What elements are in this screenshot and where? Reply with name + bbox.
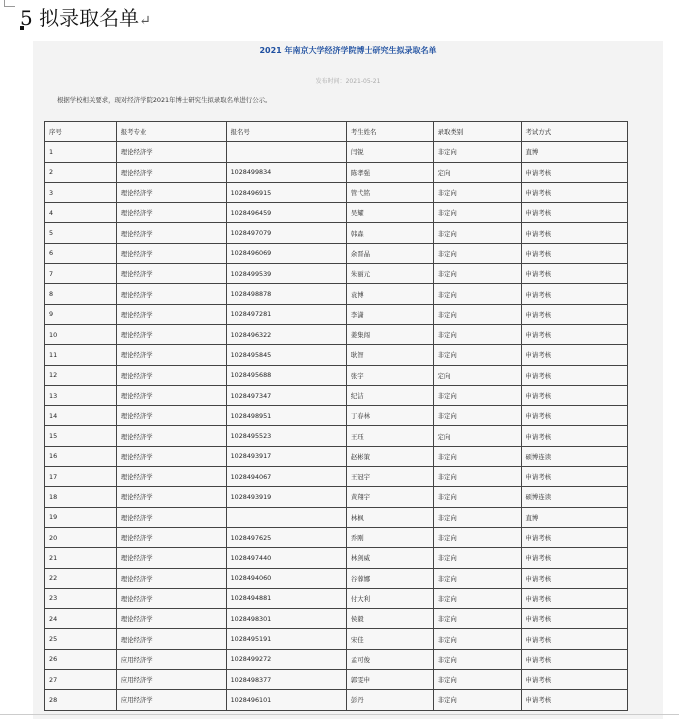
cell-candidate-name: 孟可俊	[346, 649, 433, 669]
cell-exam-method: 申请考核	[521, 568, 627, 588]
cell-major: 理论经济学	[116, 223, 226, 243]
paragraph-return-icon: ↵	[139, 13, 151, 29]
header-candidate-name: 考生姓名	[346, 122, 433, 142]
table-row	[45, 385, 628, 405]
cell-major: 理论经济学	[116, 426, 226, 446]
table-row	[45, 670, 628, 690]
cell-major: 理论经济学	[116, 243, 226, 263]
cell-major: 理论经济学	[116, 284, 226, 304]
cell-index: 15	[45, 426, 117, 446]
table-row	[45, 649, 628, 669]
table-row	[45, 345, 628, 365]
table-row	[45, 264, 628, 284]
cell-exam-method: 申请考核	[521, 203, 627, 223]
cell-major: 理论经济学	[116, 182, 226, 202]
cell-registration-no: 1028498878	[226, 284, 346, 304]
cell-index: 7	[45, 264, 117, 284]
cell-index: 11	[45, 345, 117, 365]
cell-candidate-name: 张宇	[346, 365, 433, 385]
cell-admission-type: 非定向	[433, 527, 521, 547]
cell-candidate-name: 乔刚	[346, 527, 433, 547]
cell-registration-no: 1028495191	[226, 629, 346, 649]
cell-admission-type: 非定向	[433, 385, 521, 405]
cell-registration-no: 1028494067	[226, 467, 346, 487]
header-index: 序号	[45, 122, 117, 142]
cell-major: 理论经济学	[116, 385, 226, 405]
cell-candidate-name: 黄翔宇	[346, 487, 433, 507]
header-exam-method: 考试方式	[521, 122, 627, 142]
cell-registration-no: 1028498301	[226, 609, 346, 629]
cell-major: 应用经济学	[116, 649, 226, 669]
table-row	[45, 548, 628, 568]
admission-table	[44, 121, 628, 711]
table-row	[45, 142, 628, 162]
cell-admission-type: 非定向	[433, 568, 521, 588]
cell-index: 24	[45, 609, 117, 629]
cell-index: 26	[45, 649, 117, 669]
cell-registration-no: 1028498377	[226, 670, 346, 690]
table-row	[45, 467, 628, 487]
cell-major: 理论经济学	[116, 264, 226, 284]
cell-candidate-name: 王珏	[346, 426, 433, 446]
table-row	[45, 426, 628, 446]
cell-index: 18	[45, 487, 117, 507]
cell-admission-type: 非定向	[433, 203, 521, 223]
cell-registration-no: 1028496069	[226, 243, 346, 263]
cell-admission-type: 非定向	[433, 629, 521, 649]
cell-index: 5	[45, 223, 117, 243]
table-row	[45, 690, 628, 710]
cell-major: 理论经济学	[116, 527, 226, 547]
cell-candidate-name: 彭丹	[346, 690, 433, 710]
table-row	[45, 243, 628, 263]
cell-registration-no: 1028494060	[226, 568, 346, 588]
cell-major: 理论经济学	[116, 365, 226, 385]
cell-admission-type: 非定向	[433, 609, 521, 629]
cell-registration-no: 1028493917	[226, 446, 346, 466]
cell-exam-method: 申请考核	[521, 223, 627, 243]
cell-index: 2	[45, 162, 117, 182]
cell-candidate-name: 丁春林	[346, 406, 433, 426]
cell-admission-type: 非定向	[433, 324, 521, 344]
cell-index: 16	[45, 446, 117, 466]
cell-registration-no: 1028493919	[226, 487, 346, 507]
cell-registration-no	[226, 142, 346, 162]
cell-candidate-name: 朱丽元	[346, 264, 433, 284]
cell-candidate-name: 付大利	[346, 588, 433, 608]
cell-admission-type: 非定向	[433, 507, 521, 527]
cell-index: 6	[45, 243, 117, 263]
cell-index: 8	[45, 284, 117, 304]
cell-admission-type: 非定向	[433, 284, 521, 304]
document-heading-text[interactable]: 5 拟录取名单	[20, 6, 140, 30]
cell-registration-no: 1028497440	[226, 548, 346, 568]
table-row	[45, 487, 628, 507]
table-row	[45, 162, 628, 182]
cell-admission-type: 非定向	[433, 487, 521, 507]
cell-exam-method: 申请考核	[521, 629, 627, 649]
cell-registration-no: 1028499834	[226, 162, 346, 182]
table-row	[45, 446, 628, 466]
table-row	[45, 406, 628, 426]
cell-index: 19	[45, 507, 117, 527]
cell-registration-no: 1028496459	[226, 203, 346, 223]
cell-exam-method: 申请考核	[521, 690, 627, 710]
publish-date: 发布时间：2021-05-21	[315, 78, 381, 85]
table-row	[45, 223, 628, 243]
cell-registration-no: 1028499539	[226, 264, 346, 284]
cell-index: 1	[45, 142, 117, 162]
cell-registration-no: 1028499272	[226, 649, 346, 669]
table-row	[45, 568, 628, 588]
cell-index: 17	[45, 467, 117, 487]
paragraph-corner-mark	[4, 0, 15, 7]
cell-registration-no: 1028495688	[226, 365, 346, 385]
cell-candidate-name: 谷蓉娜	[346, 568, 433, 588]
cell-exam-method: 申请考核	[521, 243, 627, 263]
cell-admission-type: 非定向	[433, 446, 521, 466]
cell-index: 12	[45, 365, 117, 385]
cell-registration-no: 1028497079	[226, 223, 346, 243]
cell-exam-method: 申请考核	[521, 527, 627, 547]
cell-candidate-name: 赵彬策	[346, 446, 433, 466]
cell-exam-method: 申请考核	[521, 467, 627, 487]
cell-candidate-name: 管弋铭	[346, 182, 433, 202]
cell-exam-method: 申请考核	[521, 670, 627, 690]
table-body	[45, 142, 628, 710]
page-bottom-rule	[0, 714, 679, 715]
cell-candidate-name: 纪洁	[346, 385, 433, 405]
cell-registration-no: 1028495845	[226, 345, 346, 365]
notice-title: 2021 年南京大学经济学院博士研究生拟录取名单	[259, 46, 437, 55]
cell-major: 理论经济学	[116, 203, 226, 223]
cell-admission-type: 非定向	[433, 182, 521, 202]
cell-major: 理论经济学	[116, 487, 226, 507]
cell-admission-type: 定向	[433, 426, 521, 446]
table-row	[45, 304, 628, 324]
cell-candidate-name: 林剑威	[346, 548, 433, 568]
cell-exam-method: 申请考核	[521, 406, 627, 426]
cell-exam-method: 申请考核	[521, 385, 627, 405]
cell-admission-type: 非定向	[433, 223, 521, 243]
cell-major: 理论经济学	[116, 507, 226, 527]
cell-candidate-name: 林枫	[346, 507, 433, 527]
header-major: 报考专业	[116, 122, 226, 142]
cell-admission-type: 非定向	[433, 142, 521, 162]
cell-exam-method: 直博	[521, 507, 627, 527]
cell-index: 21	[45, 548, 117, 568]
cell-candidate-name: 吴耀	[346, 203, 433, 223]
cell-candidate-name: 耿智	[346, 345, 433, 365]
cell-major: 理论经济学	[116, 609, 226, 629]
cell-admission-type: 非定向	[433, 690, 521, 710]
cell-exam-method: 申请考核	[521, 588, 627, 608]
cell-admission-type: 非定向	[433, 467, 521, 487]
cell-major: 理论经济学	[116, 406, 226, 426]
cell-admission-type: 非定向	[433, 548, 521, 568]
cell-candidate-name: 李潇	[346, 304, 433, 324]
cell-registration-no: 1028497625	[226, 527, 346, 547]
cell-exam-method: 申请考核	[521, 365, 627, 385]
table-row	[45, 182, 628, 202]
cell-candidate-name: 陈孝强	[346, 162, 433, 182]
cell-index: 22	[45, 568, 117, 588]
cell-major: 理论经济学	[116, 467, 226, 487]
cell-admission-type: 定向	[433, 162, 521, 182]
cell-candidate-name: 袁博	[346, 284, 433, 304]
cell-candidate-name: 王冠宇	[346, 467, 433, 487]
cell-exam-method: 申请考核	[521, 609, 627, 629]
cell-index: 4	[45, 203, 117, 223]
cell-registration-no: 1028496915	[226, 182, 346, 202]
cell-candidate-name: 闫锐	[346, 142, 433, 162]
cell-index: 10	[45, 324, 117, 344]
cell-registration-no: 1028496322	[226, 324, 346, 344]
cell-candidate-name: 郭雯申	[346, 670, 433, 690]
cell-major: 理论经济学	[116, 162, 226, 182]
cell-index: 3	[45, 182, 117, 202]
cell-exam-method: 申请考核	[521, 345, 627, 365]
cell-candidate-name: 宋佳	[346, 629, 433, 649]
table-row	[45, 365, 628, 385]
cell-admission-type: 定向	[433, 365, 521, 385]
cell-registration-no: 1028498951	[226, 406, 346, 426]
document-heading[interactable]	[20, 2, 151, 31]
cell-major: 理论经济学	[116, 548, 226, 568]
cell-exam-method: 申请考核	[521, 304, 627, 324]
cell-exam-method: 硕博连读	[521, 446, 627, 466]
cell-index: 13	[45, 385, 117, 405]
cell-admission-type: 非定向	[433, 670, 521, 690]
cell-admission-type: 非定向	[433, 406, 521, 426]
cell-registration-no: 1028497281	[226, 304, 346, 324]
cell-major: 理论经济学	[116, 629, 226, 649]
table-row	[45, 507, 628, 527]
cell-major: 应用经济学	[116, 670, 226, 690]
cell-exam-method: 申请考核	[521, 162, 627, 182]
cell-admission-type: 非定向	[433, 649, 521, 669]
cell-registration-no: 1028495523	[226, 426, 346, 446]
table-header-row	[45, 122, 628, 142]
cell-major: 理论经济学	[116, 324, 226, 344]
cell-index: 9	[45, 304, 117, 324]
cell-exam-method: 硕博连读	[521, 487, 627, 507]
table-row	[45, 203, 628, 223]
cell-index: 20	[45, 527, 117, 547]
cell-exam-method: 申请考核	[521, 264, 627, 284]
table-row	[45, 629, 628, 649]
cell-index: 25	[45, 629, 117, 649]
table-row	[45, 284, 628, 304]
cell-exam-method: 申请考核	[521, 426, 627, 446]
cell-major: 理论经济学	[116, 568, 226, 588]
cell-index: 28	[45, 690, 117, 710]
cell-exam-method: 申请考核	[521, 548, 627, 568]
header-registration-no: 报名号	[226, 122, 346, 142]
cell-index: 14	[45, 406, 117, 426]
table-row	[45, 609, 628, 629]
cell-major: 理论经济学	[116, 345, 226, 365]
cell-major: 理论经济学	[116, 142, 226, 162]
cell-admission-type: 非定向	[433, 243, 521, 263]
cell-registration-no: 1028494881	[226, 588, 346, 608]
cell-major: 理论经济学	[116, 446, 226, 466]
cell-candidate-name: 韩森	[346, 223, 433, 243]
embedded-notice-screenshot	[33, 41, 663, 719]
cell-admission-type: 非定向	[433, 304, 521, 324]
cell-exam-method: 申请考核	[521, 284, 627, 304]
cell-candidate-name: 侯毅	[346, 609, 433, 629]
cell-major: 应用经济学	[116, 690, 226, 710]
cell-registration-no: 1028497347	[226, 385, 346, 405]
cell-exam-method: 申请考核	[521, 324, 627, 344]
notice-intro: 根据学校相关要求，现对经济学院2021年博士研究生拟录取名单进行公示。	[57, 96, 272, 104]
table-row	[45, 324, 628, 344]
cell-exam-method: 申请考核	[521, 649, 627, 669]
cell-major: 理论经济学	[116, 588, 226, 608]
cell-registration-no: 1028496101	[226, 690, 346, 710]
cell-admission-type: 非定向	[433, 588, 521, 608]
cell-admission-type: 非定向	[433, 345, 521, 365]
cell-exam-method: 直博	[521, 142, 627, 162]
table-row	[45, 588, 628, 608]
cell-candidate-name: 余晋晶	[346, 243, 433, 263]
cell-admission-type: 非定向	[433, 264, 521, 284]
cell-index: 23	[45, 588, 117, 608]
table-row	[45, 527, 628, 547]
cell-exam-method: 申请考核	[521, 182, 627, 202]
cell-registration-no	[226, 507, 346, 527]
cell-major: 理论经济学	[116, 304, 226, 324]
cell-candidate-name: 姜集闯	[346, 324, 433, 344]
header-admission-type: 录取类别	[433, 122, 521, 142]
cell-index: 27	[45, 670, 117, 690]
